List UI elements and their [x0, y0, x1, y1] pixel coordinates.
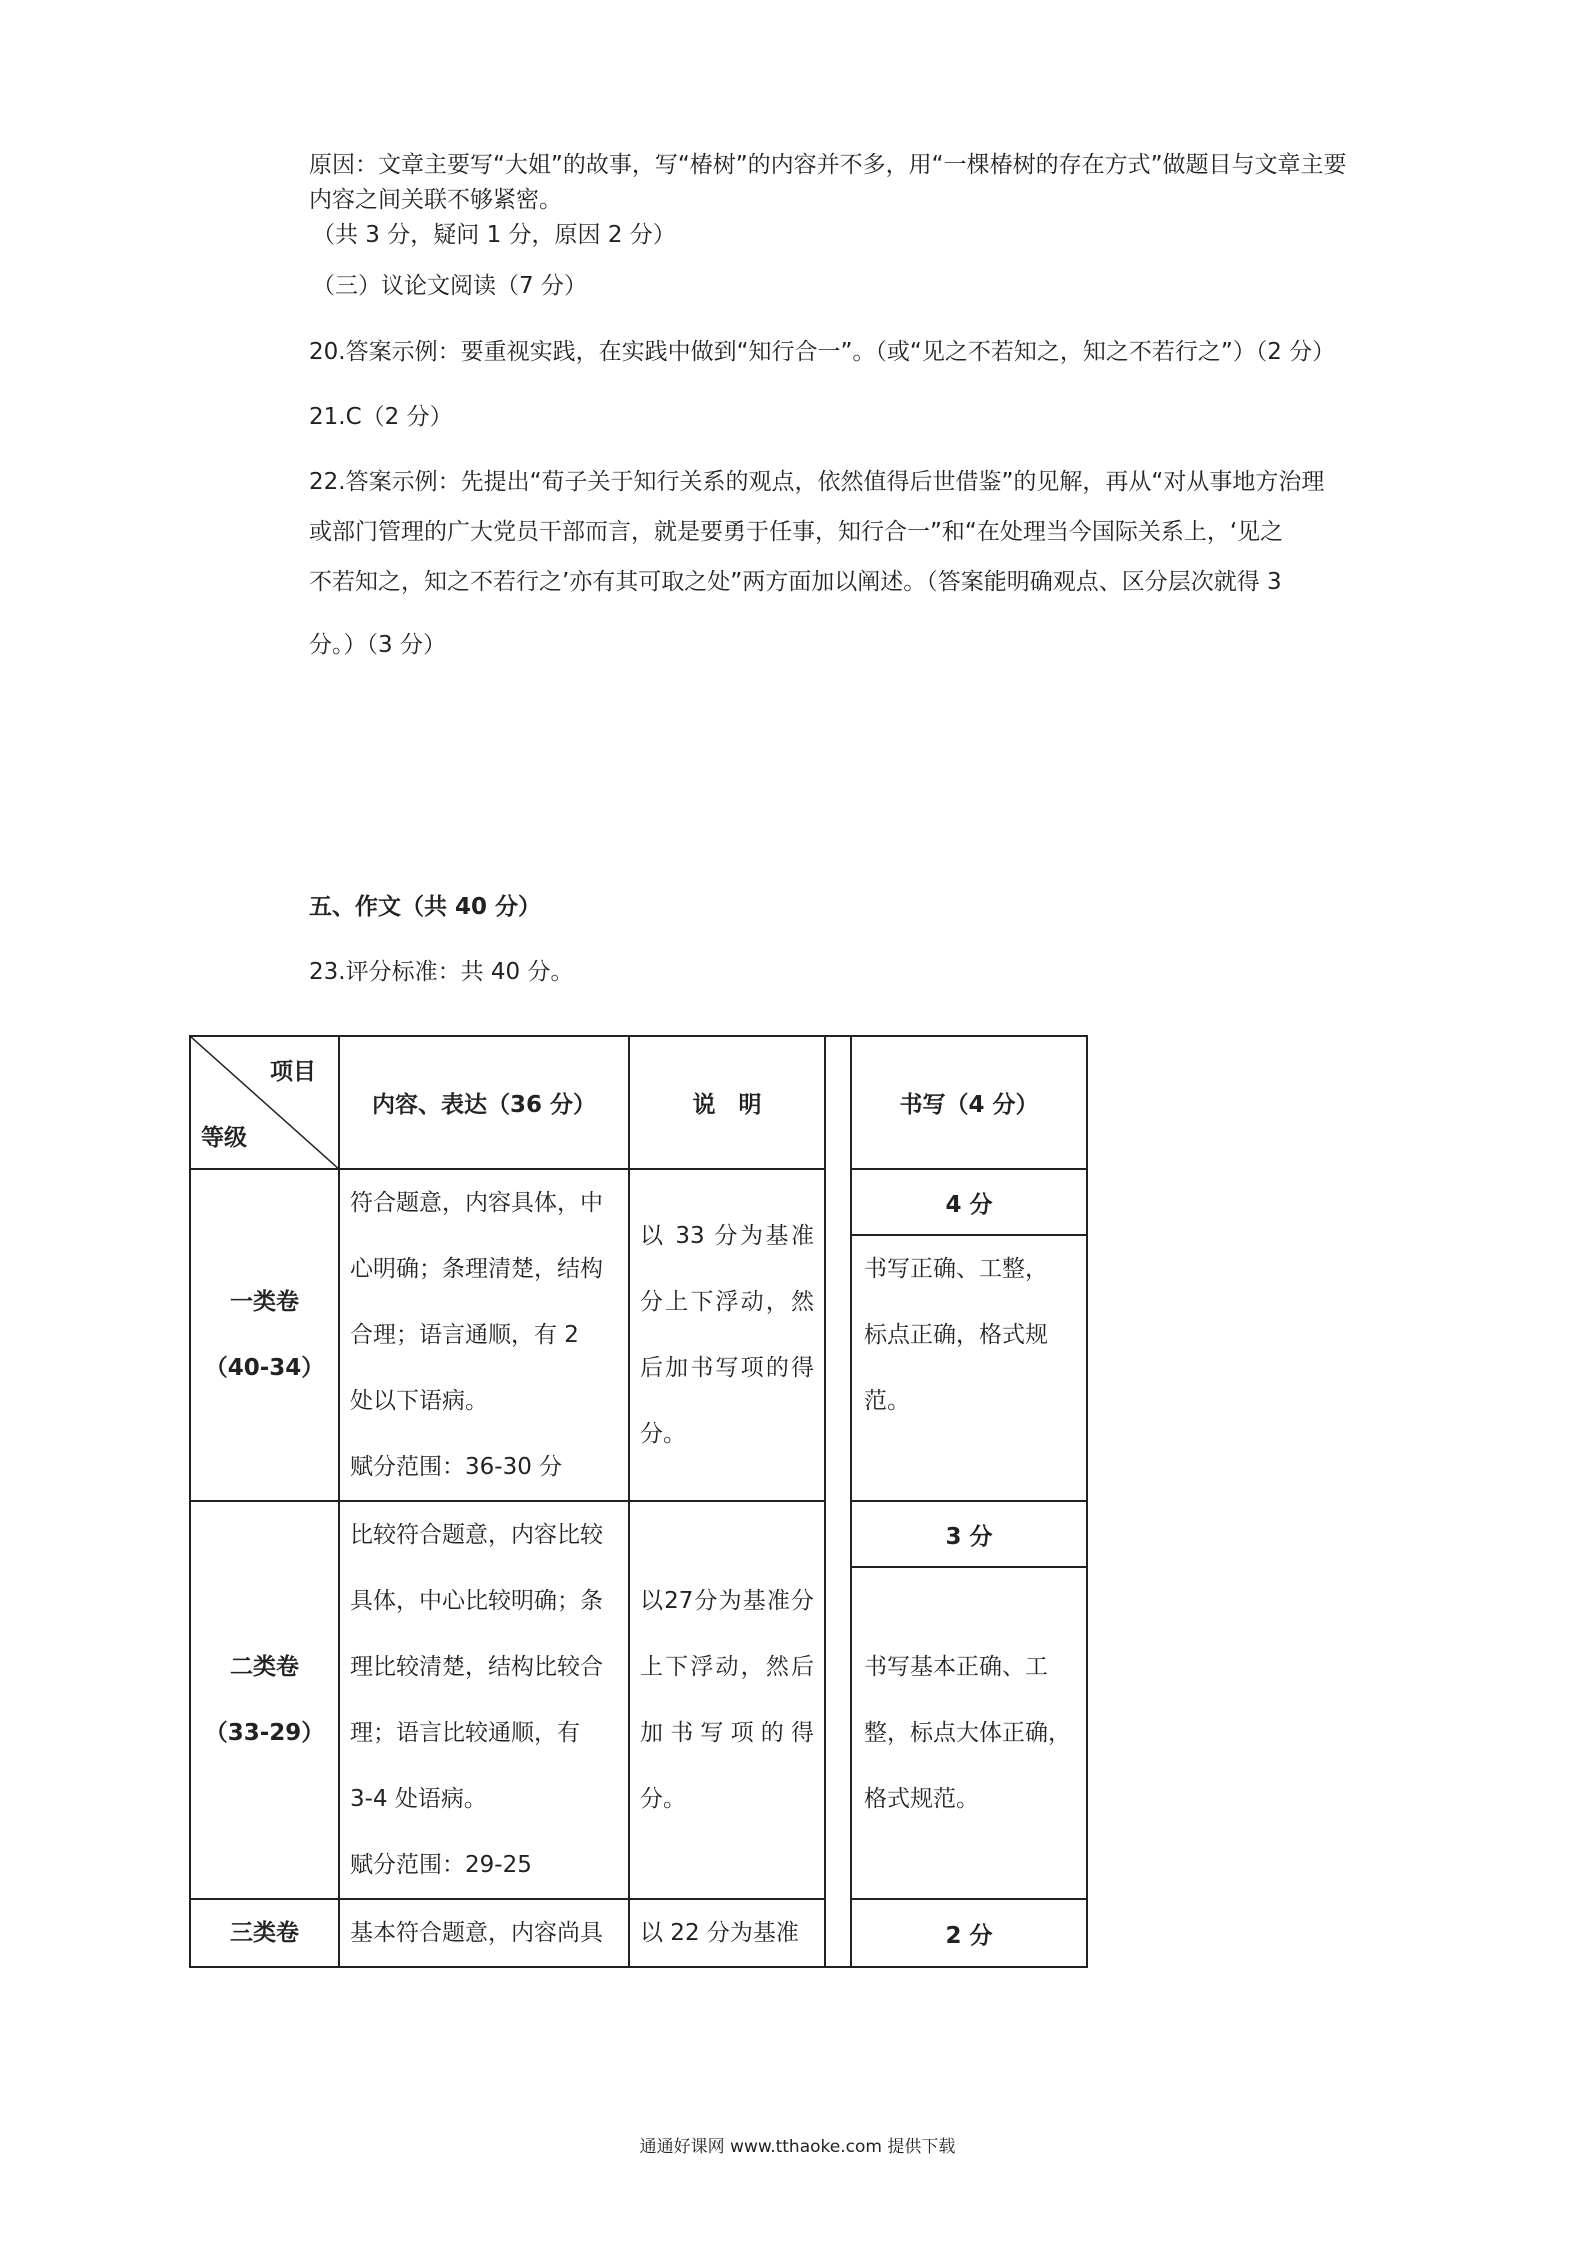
writing-desc-cell — [851, 1567, 1087, 1899]
content-line: 基本符合题意，内容尚具 — [350, 1920, 603, 1946]
score-note: （共 3 分，疑问 1 分，原因 2 分） — [312, 222, 676, 248]
content-cell — [339, 1501, 629, 1899]
level-name: 二类卷 — [230, 1654, 299, 1680]
page-footer: 通通好课网 www.tthaoke.com 提供下载 — [639, 2137, 956, 2157]
header-level: 等级 — [201, 1125, 247, 1151]
writing-desc-cell — [851, 1235, 1087, 1501]
answer-22-line-4: 分。）（3 分） — [309, 632, 446, 658]
reason-line-1: 原因：文章主要写“大姐”的故事，写“椿树”的内容并不多，用“一棵椿树的存在方式”做题目与文章主要 — [309, 152, 1347, 178]
content-line: 3-4 处语病。 — [350, 1786, 487, 1812]
answer-22-line-2: 或部门管理的广大党员干部而言，就是要勇于任事，知行合一”和“在处理当今国际关系上，‘见之 — [309, 519, 1284, 545]
level-range: （33-29） — [204, 1720, 325, 1746]
section-5-heading: 五、作文（共 40 分） — [309, 894, 542, 920]
content-line: 赋分范围：36-30 分 — [350, 1454, 563, 1480]
section-3-heading: （三）议论文阅读（7 分） — [312, 273, 587, 299]
content-line: 具体，中心比较明确；条 — [350, 1588, 603, 1614]
level-cell — [190, 1169, 339, 1501]
separator-column — [825, 1036, 851, 1967]
level-name: 一类卷 — [230, 1289, 299, 1315]
level-cell — [190, 1899, 339, 1967]
header-content: 内容、表达（36 分） — [339, 1036, 629, 1169]
header-diagonal-cell — [190, 1036, 339, 1169]
writing-line: 标点正确，格式规 — [864, 1322, 1048, 1349]
answer-22-line-3: 不若知之，知之不若行之’亦有其可取之处”两方面加以阐述。（答案能明确观点、区分层次就得 3 — [309, 569, 1282, 595]
writing-line: 整，标点大体正确， — [864, 1720, 1071, 1747]
content-line: 符合题意，内容具体，中 — [350, 1190, 603, 1216]
reason-line-2: 内容之间关联不够紧密。 — [309, 187, 562, 213]
answer-22-line-1: 22.答案示例：先提出“荀子关于知行关系的观点，依然值得后世借鉴”的见解，再从“对从事地方治理 — [309, 469, 1325, 495]
content-line: 合理；语言通顺，有 2 — [350, 1322, 579, 1348]
content-cell — [339, 1899, 629, 1967]
note-cell: 以27分为基准分上下浮动，然后加书写项的得分。 — [629, 1501, 825, 1899]
content-line: 赋分范围：29-25 — [350, 1852, 532, 1878]
writing-line: 书写基本正确、工 — [864, 1654, 1048, 1681]
content-line: 比较符合题意，内容比较 — [350, 1522, 603, 1548]
writing-score: 2 分 — [851, 1899, 1087, 1967]
header-note: 说 明 — [629, 1036, 825, 1169]
level-range: （40-34） — [204, 1355, 325, 1381]
writing-line: 书写正确、工整， — [864, 1256, 1048, 1283]
note-cell: 以 33 分为基准分上下浮动，然后加书写项的得分。 — [629, 1169, 825, 1501]
answer-23: 23.评分标准：共 40 分。 — [309, 959, 574, 985]
answer-20: 20.答案示例：要重视实践，在实践中做到“知行合一”。（或“见之不若知之，知之不若行之”）（2 分） — [309, 339, 1336, 365]
content-line: 心明确；条理清楚，结构 — [350, 1256, 603, 1282]
writing-line: 格式规范。 — [864, 1786, 979, 1813]
writing-score: 3 分 — [851, 1501, 1087, 1567]
scoring-table — [189, 1035, 1088, 1968]
level-name: 三类卷 — [230, 1920, 299, 1946]
writing-score: 4 分 — [851, 1169, 1087, 1235]
level-cell — [190, 1501, 339, 1899]
content-line: 理；语言比较通顺，有 — [350, 1720, 580, 1746]
content-cell — [339, 1169, 629, 1501]
answer-21: 21.C（2 分） — [309, 404, 453, 430]
content-line: 理比较清楚，结构比较合 — [350, 1654, 603, 1680]
content-line: 处以下语病。 — [350, 1388, 488, 1414]
note-cell: 以 22 分为基准 — [629, 1899, 825, 1967]
header-item: 项目 — [270, 1059, 316, 1085]
header-writing: 书写（4 分） — [851, 1036, 1087, 1169]
writing-line: 范。 — [864, 1388, 910, 1415]
